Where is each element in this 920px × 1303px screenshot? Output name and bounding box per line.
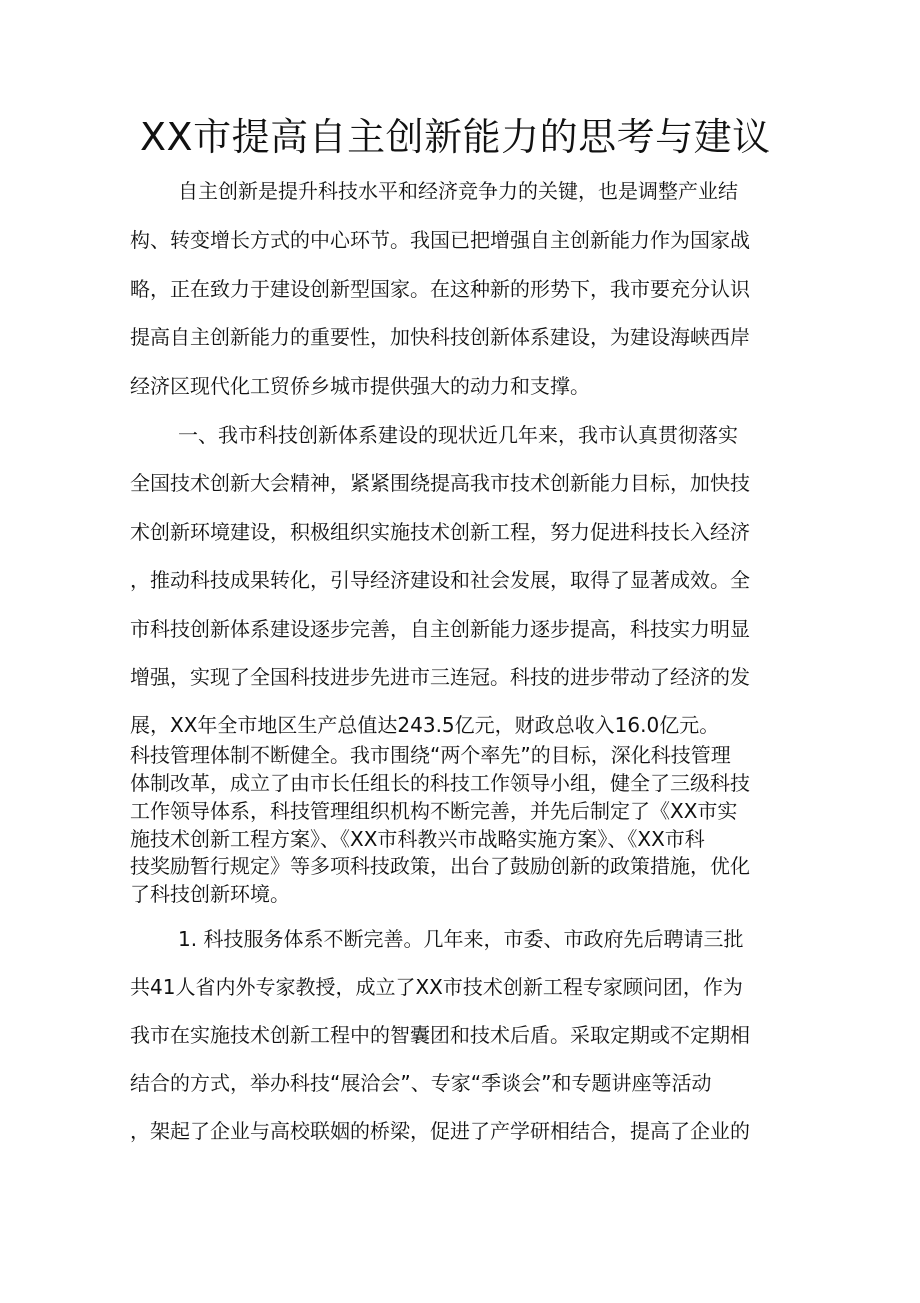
paragraph-4-line: ，架起了企业与高校联姻的桥梁，促进了产学研相结合，提高了企业的	[130, 1119, 750, 1143]
paragraph-1-line: 经济区现代化工贸侨乡城市提供强大的动力和支撑。	[130, 374, 590, 398]
paragraph-1-line: 提高自主创新能力的重要性，加快科技创新体系建设，为建设海峡西岸	[130, 325, 750, 349]
paragraph-4-line: 我市在实施技术创新工程中的智囊团和技术后盾。采取定期或不定期相	[130, 1023, 750, 1047]
paragraph-3-line: 体制改革，成立了由市长任组长的科技工作领导小组，健全了三级科技	[130, 771, 750, 795]
paragraph-1-line: 略，正在致力于建设创新型国家。在这种新的形势下，我市要充分认识	[130, 277, 750, 301]
paragraph-3-line: 了科技创新环境。	[130, 882, 290, 906]
paragraph-3-line: 工作领导体系，科技管理组织机构不断完善，并先后制定了《XX市实	[130, 799, 738, 823]
paragraph-2-line: 术创新环境建设，积极组织实施技术创新工程，努力促进科技长入经济	[130, 520, 750, 544]
paragraph-2-line: 一、我市科技创新体系建设的现状近几年来，我市认真贯彻落实	[178, 423, 738, 447]
paragraph-3-line: 技奖励暂行规定》等多项科技政策，出台了鼓励创新的政策措施，优化	[130, 854, 750, 878]
paragraph-2-line: 全国技术创新大会精神，紧紧围绕提高我市技术创新能力目标，加快技	[130, 471, 750, 495]
paragraph-1-line: 构、转变增长方式的中心环节。我国已把增强自主创新能力作为国家战	[130, 228, 750, 252]
paragraph-4-line: 共41人省内外专家教授，成立了XX市技术创新工程专家顾问团，作为	[130, 975, 743, 999]
paragraph-2-line: 展，XX年全市地区生产总值达243.5亿元，财政总收入16.0亿元。	[130, 713, 720, 737]
paragraph-2-line: 增强，实现了全国科技进步先进市三连冠。科技的进步带动了经济的发	[130, 665, 750, 689]
paragraph-2-line: ，推动科技成果转化，引导经济建设和社会发展，取得了显著成效。全	[130, 568, 750, 592]
paragraph-3-line: 施技术创新工程方案》、《XX市科教兴市战略实施方案》、《XX市科	[130, 827, 705, 851]
paragraph-4-line: 结合的方式，举办科技“展洽会”、专家“季谈会”和专题讲座等活动	[130, 1071, 712, 1095]
paragraph-2-line: 市科技创新体系建设逐步完善，自主创新能力逐步提高，科技实力明显	[130, 617, 750, 641]
paragraph-1-line: 自主创新是提升科技水平和经济竞争力的关键，也是调整产业结	[178, 179, 738, 203]
paragraph-3-line: 科技管理体制不断健全。我市围绕“两个率先”的目标，深化科技管理	[130, 743, 731, 767]
paragraph-4-line: 1. 科技服务体系不断完善。几年来，市委、市政府先后聘请三批	[178, 927, 744, 951]
document-title: XX市提高自主创新能力的思考与建议	[140, 115, 771, 159]
